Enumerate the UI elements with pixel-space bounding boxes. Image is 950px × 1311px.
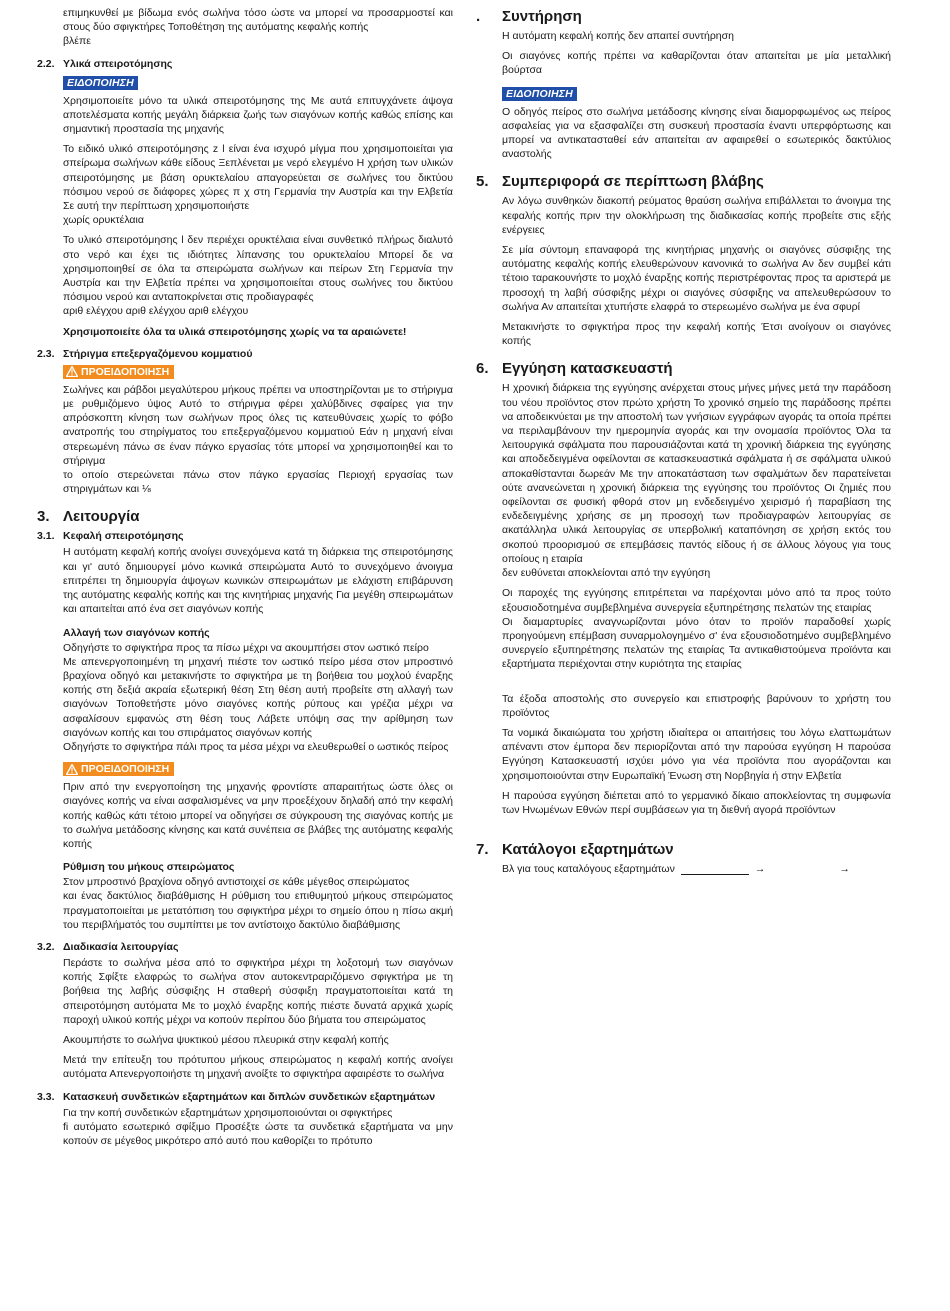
paragraph: Οι σιαγόνες κοπής πρέπει να καθαρίζονται όταν απαιτείται με μία μεταλλική βούρτσα — [502, 50, 891, 77]
paragraph: Η αυτόματη κεφαλή κοπής δεν απαιτεί συντήρηση — [502, 30, 734, 42]
parts-list-reference — [476, 862, 891, 876]
emphasis-paragraph: Χρησιμοποιείτε όλα τα υλικά σπειροτόμησης χωρίς να τα αραιώνετε! — [63, 325, 407, 338]
paragraph: Ο οδηγός πείρος στο σωλήνα μετάδοσης κίνησης είναι διαμορφωμένος ως πείρος ασφαλείας για να εξασφαλίζει στη συσκευή προστασία έναντι υπερφόρτωσης και μπορεί να αντικατασταθεί εάν απαιτείται αν αφαιρεθεί ο εσωτερικός δακτύλιος αναστολής — [502, 105, 891, 161]
section-number: 6. — [476, 360, 489, 378]
arrow-right-icon: → — [839, 863, 850, 876]
caution-badge — [63, 762, 174, 776]
section-3-2-heading — [37, 940, 453, 954]
left-column — [37, 6, 453, 1154]
warning-triangle-icon — [66, 764, 78, 775]
section-number: 2.3. — [37, 347, 55, 360]
paragraph: Τα νομικά δικαιώματα του χρήστη ιδιαίτερα οι απαιτήσεις του λόγω ελαττωμάτων απέναντι στον έμπορα δεν περιορίζονται από την παρούσα εγγύηση Η παρούσα Εγγύηση Κατασκευαστή ισχύει μόνο για νέα προϊόντα που αγοράζονται και χρησιμοποιούνται στην Ευρωπαϊκή Ένωση στη Νορβηγία ή στην Ελβετία — [502, 726, 891, 782]
paragraph: Χρησιμοποιείτε μόνο τα υλικά σπειροτόμησης της Με αυτά επιτυγχάνετε άψογα αποτελέσματα κοπής μεγάλη διάρκεια ζωής των σιαγόνων κοπής καθώς επίσης και σημαντική προστασία της μηχανής — [63, 94, 453, 136]
section-number: 3.1. — [37, 530, 55, 543]
caution-label: ΠΡΟΕΙΔΟΠΟΙΗΣΗ — [81, 763, 170, 776]
section-2-2-heading — [37, 57, 453, 71]
section-title: Εγγύηση κατασκευαστή — [502, 360, 673, 378]
section-title: Κατασκευή συνδετικών εξαρτημάτων και διπλών συνδετικών εξαρτημάτων — [63, 1090, 436, 1103]
section-number: 3. — [37, 508, 50, 526]
blank-line — [681, 864, 749, 875]
paragraph: Μετά την επίτευξη του πρότυπου μήκους σπειρώματος η κεφαλή κοπής ανοίγει αυτόματα Απενεργοποιήστε τη μηχανή ανοίξτε το σφιγκτήρα αφαιρέστε το σωλήνα — [63, 1054, 453, 1081]
right-column — [476, 6, 891, 882]
section-6-heading — [476, 360, 891, 377]
section-title: Λειτουργία — [63, 508, 140, 526]
section-title: Διαδικασία λειτουργίας — [63, 940, 179, 953]
section-title: Συμπεριφορά σε περίπτωση βλάβης — [502, 173, 764, 191]
section-title: Κατάλογοι εξαρτημάτων — [502, 841, 674, 859]
section-3-1-heading — [37, 529, 453, 543]
subheading: Αλλαγή των σιαγόνων κοπής — [63, 626, 210, 639]
paragraph: Ακουμπήστε το σωλήνα ψυκτικού μέσου πλευρικά στην κεφαλή κοπής — [63, 1033, 389, 1046]
section-title: Υλικά σπειροτόμησης — [63, 57, 173, 70]
warning-triangle-icon — [66, 366, 78, 377]
section-number: 3.3. — [37, 1090, 55, 1103]
section-number: 7. — [476, 841, 489, 859]
subheading: Ρύθμιση του μήκους σπειρώματος — [63, 861, 235, 874]
intro-paragraph: επιμηκυνθεί με βίδωμα ενός σωλήνα τόσο ώστε να μπορεί να προσαρμοστεί και στους δύο σφιγκτήρες Τοποθέτηση της αυτόματης κεφαλής κοπής βλέπε — [63, 7, 453, 48]
section-number: . — [476, 8, 481, 25]
parts-list-text: Βλ για τους καταλόγους εξαρτημάτων — [502, 863, 675, 876]
notice-badge: ΕΙΔΟΠΟΙΗΣΗ — [63, 76, 138, 90]
paragraph: Η παρούσα εγγύηση διέπεται από το γερμανικό δίκαιο αποκλείοντας τη συμφωνία των Ηνωμένων Εθνών περί συμβάσεων για τη διεθνή αγορά προϊόντων — [502, 789, 891, 816]
paragraph: Τα έξοδα αποστολής στο συνεργείο και επιστροφής βαρύνουν το χρήστη του προϊόντος — [502, 692, 891, 719]
section-3-heading — [37, 508, 453, 525]
paragraph: Η χρονική διάρκεια της εγγύησης ανέρχεται στους μήνες μήνες μετά την παράδοση του νέου προϊόντος στον πρώτο χρήστη Το χρονικό σημείο της παράδοσης πρέπει να αποδεικνύεται με την αποστολή των γνήσιων εγγράφων αγοράς τα οποία πρέπει να περιλαμβάνουν την ημερομηνία αγοράς και την ονομασία προϊόντος Όλα τα λειτουργικά σφάλματα που παρουσιάζονται κατά τη χρονική διάρκεια της εγγύησης και αποδεδειγμένα οφείλονται σε κατασκευαστικά σφάλματα ή σε σφάλματα υλικού αποκαθίστανται δωρεάν Με την αποκατάσταση των σφαλμάτων δεν παρατείνεται ούτε ανανεώνεται η χρονική διάρκεια της εγγύησης του προϊόντος Οι ζημιές που οφείλονται σε φυσική φθορά στον μη ενδεδειγμένο χειρισμό ή παραβίαση της ενδεδειγμένης χρήσης σε μη προσοχή των προδιαγραφών λειτουργίας σε ακατάλληλα υλικά λειτουργίας σε υπερβολική καταπόνηση σε χρήση εκτός του σκοπού προορισμού σε επεμβάσεις παντός είδους ή σε άλλους λόγους για τους οποίους η εταιρία δεν ευθύνεται αποκλείονται από την εγγύηση — [502, 382, 891, 580]
paragraph: Πριν από την ενεργοποίηση της μηχανής φροντίστε απαραιτήτως ώστε όλες οι σιαγόνες κοπής να είναι ασφαλισμένες να μην προεξέχουν δηλαδή από την κεφαλή κοπής καθώς κάτι τέτοιο μπορεί να οδηγήσει σε σύγκρουση της σιαγόνας κοπής με το σωλήνα μετάδοσης κίνησης και κατά συνέπεια σε βλάβες της αυτόματης κεφαλής κοπής — [63, 781, 453, 850]
section-5-heading — [476, 173, 891, 190]
paragraph: Σωλήνες και ράβδοι μεγαλύτερου μήκους πρέπει να υποστηρίζονται με το στήριγμα με ρυθμιζόμενο ύψος Αυτό το στήριγμα φέρει χαλύβδινες σφαίρες για την απρόσκοπτη κίνηση των σωλήνων προς όλες τις κατευθύνσεις χωρίς το φόβο ανατροπής του στηρίγματος του επεξεργαζόμενου κομματιού Εάν η μηχανή είναι στερεωμένη πάνω σε έναν πάγκο εργασίας τότε μπορεί να χρησιμοποιηθεί και το στήριγμα το οποίο στερεώνεται πάνω στον πάγκο εργασίας Περιοχή εργασίας των στηριγμάτων και ⅛ — [63, 383, 453, 496]
section-title: Στήριγμα επεξεργαζόμενου κομματιού — [63, 347, 253, 360]
paragraph: Σε μία σύντομη επαναφορά της κινητήριας μηχανής οι σιαγόνες σύσφιξης της αυτόματης κεφαλής κοπής ελευθερώνουν κανονικά το σωλήνα Αν δεν συμβεί κάτι τέτοιο ταρακουνήστε το μοχλό έναρξης κοπής περιστρέφοντας προς τα αριστερά με προσοχή τη λαβή σύσφιξης μέχρι οι σιαγόνες σύσφιξης να απελευθερώσουν το σωλήνα Αν απαιτείται χτυπήστε ελαφρά το στερεωμένο σωλήνα με ένα σφυρί — [502, 244, 891, 313]
section-3-3-heading — [37, 1090, 453, 1104]
paragraph: Το ειδικό υλικό σπειροτόμησης z l είναι ένα ισχυρό μίγμα που χρησιμοποιείται για σπείρωμα σωλήνων κάθε είδους Ξεπλένεται με νερό ελεγμένο Η χρήση των υλικών σπειροτόμησης με βάση ορυκτελαίου απαγορεύεται σε σωλήνες του δικτύου πόσιμου νερού σε διάφορες χώρες π χ στη Γερμανία την Αυστρία και την Ελβετία Σε αυτή την περίπτωση χρησιμοποιήστε χωρίς ορυκτέλαια — [63, 143, 453, 227]
paragraph: Αν λόγω συνθηκών διακοπή ρεύματος θραύση σωλήνα επιβάλλεται το άνοιγμα της κεφαλής κοπής πριν την ολοκλήρωση της διαδικασίας κοπής προβείτε στις εξής ενέργειες — [502, 195, 891, 236]
paragraph: Οι παροχές της εγγύησης επιτρέπεται να παρέχονται μόνο από τα προς τούτο εξουσιοδοτημένα συμβεβλημένα συνεργεία εξυπηρέτησης πελατών της εταιρίας Οι διαμαρτυρίες αναγνωρίζονται μόνο όταν το προϊόν παραδοθεί χωρίς προηγούμενη επέμβαση συναρμολογημένο σ' ένα εξουσιοδοτημένο συμβεβλημένο συνεργείο εξυπηρέτησης πελατών της εταιρίας Τα αντικαθιστούμενα προϊόντα και εξαρτήματα περιέχονται στην κυριότητα της εταιρίας — [502, 587, 891, 671]
caution-label: ΠΡΟΕΙΔΟΠΟΙΗΣΗ — [81, 365, 170, 378]
section-number: 3.2. — [37, 940, 55, 953]
section-number: 5. — [476, 173, 489, 191]
caution-badge — [63, 365, 174, 379]
section-7-heading — [476, 841, 891, 858]
notice-badge: ΕΙΔΟΠΟΙΗΣΗ — [502, 87, 577, 101]
section-number: 2.2. — [37, 57, 55, 70]
section-2-3-heading — [37, 347, 453, 361]
paragraph: Οδηγήστε το σφιγκτήρα προς τα πίσω μέχρι να ακουμπήσει στον ωστικό πείρο Με απενεργοποιημένη τη μηχανή πιέστε τον ωστικό πείρο μέσα στον μπροστινό βραχίονα οδηγό και μετακινήστε το σφιγκτήρα με τη βοήθεια του μοχλού έναρξης κοπής στη δεξιά ακραία εξωτερική θέση Στη θέση αυτή προβείτε στη αλλαγή των σιαγόνων Τοποθετήστε μόνο σιαγόνες κοπής ρύπους και γρέζια μέχρι να ασφαλίσουν εμφανώς στη θέση τους Λάβετε υπόψη σας την αρίθμηση των σιαγόνων κοπής και του σπιράματος σιαγόνων κοπής Οδηγήστε το σφιγκτήρα πάλι προς τα μέσα μέχρι να ελευθερωθεί ο ωστικός πείρος — [63, 641, 453, 753]
paragraph: Το υλικό σπειροτόμησης l δεν περιέχει ορυκτέλαια είναι συνθετικό πλήρως διαλυτό στο νερό και έχει τις ιδιότητες λίπανσης του ορυκτελαίου Μπορεί δε να χρησιμοποιηθεί σε όλα τα σπειρώματα σωλήνων και πείρων Στη Γερμανία την Αυστρία και την Ελβετία πρέπει να χρησιμοποιείται στους σωλήνες του δικτύου πόσιμου νερού και ανταποκρίνεται στις προδιαγραφές αριθ ελέγχου αριθ ελέγχου αριθ ελέγχου — [63, 234, 453, 318]
section-4-heading — [476, 8, 891, 25]
paragraph: Περάστε το σωλήνα μέσα από το σφιγκτήρα μέχρι τη λοξοτομή των σιαγόνων κοπής Σφίξτε ελαφρώς το σωλήνα στον αυτοκεντραριζόμενο σφιγκτήρα με τη βοήθεια της λαβής σύσφιξης Η σταθερή σύσφιξη πραγματοποιείται κατά τη σπειροτόμηση αυτόματα Με το μοχλό έναρξης κοπής πιέστε δυνατά αρχικά χωρίς παροχή υλικού κοπής μέχρι να κοπούν περίπου δύο βήματα του σπειρώματος — [63, 956, 453, 1026]
paragraph: Στον μπροστινό βραχίονα οδηγό αντιστοιχεί σε κάθε μέγεθος σπειρώματος και ένας δακτύλιος διαβάθμισης Η ρύθμιση του επιθυμητού μήκους σπειρώματος πραγματοποιείται με μετατόπιση του σφιγκτήρα μέχρι το σημείο όπου η πίσω ακμή του περιβλήματός του συμπίπτει με τον αντίστοιχο δακτύλιο διαβάθμισης — [63, 876, 453, 931]
paragraph: Μετακινήστε το σφιγκτήρα προς την κεφαλή κοπής Έτσι ανοίγουν οι σιαγόνες κοπής — [502, 321, 891, 348]
paragraph: Η αυτόματη κεφαλή κοπής ανοίγει συνεχόμενα κατά τη διάρκεια της σπειροτόμησης και γι' αυτό δημιουργεί μόνο κωνικά σπειρώματα Αυτό το συνεχόμενο άνοιγμα επιτρέπει τη δημιουργία άψογων κωνικών σπειρωμάτων με ελάχιστη επιβάρυνση της αυτόματης κεφαλής κοπής και της κινητήριας μηχανής Για μεγέθη σπειρωμάτων και απαιτείται από ένα σετ σιαγόνων κοπής — [63, 546, 453, 616]
section-title: Κεφαλή σπειροτόμησης — [63, 530, 184, 543]
arrow-right-icon: → — [754, 863, 766, 876]
section-title: Συντήρηση — [502, 8, 582, 25]
paragraph: Για την κοπή συνδετικών εξαρτημάτων χρησιμοποιούνται οι σφιγκτήρες fi αυτόματο εσωτερικό σφίξιμο Προσέξτε ώστε τα συνδετικά εξαρτήματα να μην κοπούν σε μέγεθος μικρότερο από αυτό που καθορίζει το πρότυπο — [63, 1106, 453, 1147]
